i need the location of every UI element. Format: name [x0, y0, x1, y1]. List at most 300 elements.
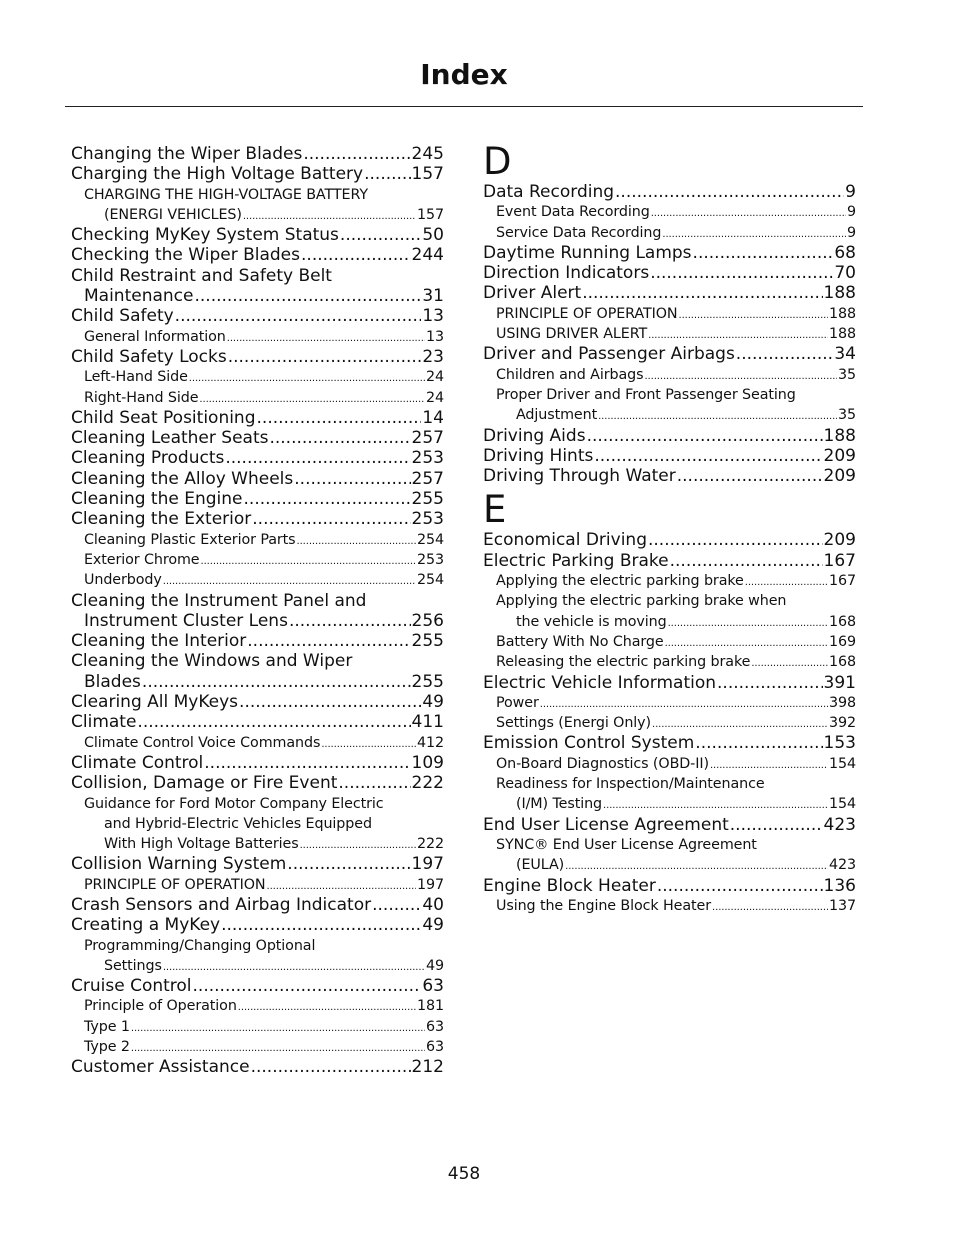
- entry-text: Climate Control: [71, 752, 204, 773]
- index-subentry: [71, 570, 444, 590]
- entry-text: Cleaning the Windows and Wiper: [71, 651, 353, 672]
- dot-leader: [736, 344, 834, 364]
- entry-text: Collision, Damage or Fire Event: [71, 773, 338, 794]
- entry-text: Electric Parking Brake: [483, 550, 669, 571]
- dot-leader: [730, 815, 823, 835]
- entry-text: Collision Warning System: [71, 854, 287, 875]
- entry-text: Applying the electric parking brake when: [496, 593, 787, 610]
- entry-text: Climate: [71, 712, 137, 733]
- page-ref: 40: [422, 894, 444, 915]
- entry-text: Left-Hand Side: [84, 369, 188, 386]
- index-entry: [483, 530, 856, 550]
- dot-leader: [321, 735, 416, 753]
- index-entry: [71, 509, 444, 529]
- index-subentry: [71, 814, 444, 834]
- index-subentry: [483, 835, 856, 855]
- entry-text: Applying the electric parking brake: [496, 573, 744, 590]
- dot-leader: [587, 426, 823, 446]
- index-entry: [71, 672, 444, 692]
- index-subentry: [71, 794, 444, 814]
- page-ref: 24: [426, 389, 444, 406]
- dot-leader: [175, 306, 422, 326]
- dot-leader: [652, 715, 828, 733]
- page-ref: 24: [426, 369, 444, 386]
- dot-leader: [338, 773, 410, 793]
- index-entry: [71, 164, 444, 184]
- dot-leader: [228, 347, 422, 367]
- entry-text: Customer Assistance: [71, 1057, 250, 1078]
- index-subentry: [71, 956, 444, 976]
- dot-leader: [297, 532, 416, 550]
- index-entry: [71, 895, 444, 915]
- index-subentry: [71, 530, 444, 550]
- entry-text: End User License Agreement: [483, 814, 729, 835]
- entry-text: Driver Alert: [483, 283, 582, 304]
- index-entry: [483, 283, 856, 303]
- page-ref: 257: [411, 468, 444, 489]
- index-subentry: [71, 936, 444, 956]
- page-ref: 70: [834, 263, 856, 284]
- index-subentry: [483, 304, 856, 324]
- page-ref: 188: [829, 326, 856, 343]
- index-subentry: [71, 550, 444, 570]
- dot-leader: [677, 466, 823, 486]
- dot-leader: [301, 245, 411, 265]
- entry-text: Driver and Passenger Airbags: [483, 344, 735, 365]
- page-ref: 50: [422, 225, 444, 246]
- page-ref: 256: [411, 610, 444, 631]
- dot-leader: [239, 692, 421, 712]
- index-subentry: [483, 405, 856, 425]
- entry-text: Instrument Cluster Lens: [84, 610, 288, 631]
- index-entry: [483, 263, 856, 283]
- index-entry: [483, 466, 856, 486]
- entry-text: (ENERGI VEHICLES): [104, 206, 242, 223]
- entry-text: PRINCIPLE OF OPERATION: [84, 876, 266, 893]
- page-ref: 157: [417, 206, 444, 223]
- entry-text: Settings (Energi Only): [496, 715, 651, 732]
- entry-text: Type 2: [84, 1039, 130, 1056]
- dot-leader: [712, 898, 828, 916]
- dot-leader: [695, 733, 822, 753]
- dot-leader: [251, 1057, 411, 1077]
- page-ref: 169: [829, 633, 856, 650]
- page-ref: 197: [411, 854, 444, 875]
- dot-leader: [266, 877, 416, 895]
- index-entry: [71, 428, 444, 448]
- entry-text: Cleaning Products: [71, 448, 225, 469]
- index-subentry: [71, 733, 444, 753]
- page-ref: 222: [411, 773, 444, 794]
- dot-leader: [204, 753, 410, 773]
- dot-leader: [244, 489, 411, 509]
- entry-text: Cleaning Leather Seats: [71, 428, 269, 449]
- dot-leader: [289, 611, 411, 631]
- dot-leader: [745, 573, 828, 591]
- index-entry: [71, 611, 444, 631]
- dot-leader: [372, 895, 421, 915]
- index-column-right: [483, 140, 856, 916]
- index-subentry: [71, 205, 444, 225]
- page-ref: 423: [823, 814, 856, 835]
- dot-leader: [650, 263, 833, 283]
- index-entry: [71, 651, 444, 671]
- dot-leader: [225, 448, 410, 468]
- index-entry: [71, 915, 444, 935]
- index-subentry: [483, 202, 856, 222]
- page-ref: 209: [823, 466, 856, 487]
- dot-leader: [710, 756, 828, 774]
- index-subentry: [483, 896, 856, 916]
- entry-text: Cleaning the Interior: [71, 631, 247, 652]
- dot-leader: [668, 614, 828, 632]
- page-ref: 154: [829, 755, 856, 772]
- dot-leader: [303, 144, 410, 164]
- index-entry: [71, 225, 444, 245]
- entry-text: Adjustment: [516, 407, 598, 424]
- dot-leader: [340, 225, 421, 245]
- index-subentry: [71, 327, 444, 347]
- entry-text: (I/M) Testing: [516, 796, 603, 813]
- page-ref: 209: [823, 530, 856, 551]
- page-number: 458: [447, 1164, 481, 1184]
- page-ref: 255: [411, 631, 444, 652]
- page-ref: 137: [829, 897, 856, 914]
- index-entry: [71, 631, 444, 651]
- dot-leader: [189, 369, 425, 387]
- index-subentry: [71, 367, 444, 387]
- dot-leader: [193, 976, 422, 996]
- entry-text: Proper Driver and Front Passenger Seating: [496, 386, 796, 403]
- entry-text: Cleaning the Alloy Wheels: [71, 468, 294, 489]
- entry-text: USING DRIVER ALERT: [496, 326, 648, 343]
- page-ref: 209: [823, 445, 856, 466]
- dot-leader: [644, 367, 837, 385]
- entry-text: Service Data Recording: [496, 224, 662, 241]
- entry-text: Children and Airbags: [496, 366, 644, 383]
- page-ref: 167: [823, 550, 856, 571]
- dot-leader: [751, 654, 828, 672]
- index-entry: [483, 551, 856, 571]
- page-ref: 68: [834, 242, 856, 263]
- page-ref: 188: [829, 305, 856, 322]
- index-subentry: [483, 571, 856, 591]
- dot-leader: [221, 915, 421, 935]
- entry-text: CHARGING THE HIGH-VOLTAGE BATTERY: [84, 186, 369, 203]
- dot-leader: [582, 283, 822, 303]
- entry-text: Crash Sensors and Airbag Indicator: [71, 894, 372, 915]
- dot-leader: [651, 204, 846, 222]
- entry-text: Climate Control Voice Commands: [84, 734, 321, 751]
- entry-text: Daytime Running Lamps: [483, 242, 692, 263]
- entry-text: Data Recording: [483, 182, 615, 202]
- dot-leader: [540, 695, 828, 713]
- entry-text: General Information: [84, 328, 226, 345]
- page-title: Index: [420, 58, 508, 91]
- index-subentry: [71, 388, 444, 408]
- page-ref: 167: [829, 573, 856, 590]
- index-entry: [71, 448, 444, 468]
- entry-text: Readiness for Inspection/Maintenance: [496, 776, 765, 793]
- dot-leader: [294, 469, 410, 489]
- index-subentry: [71, 1037, 444, 1057]
- dot-leader: [238, 998, 416, 1016]
- dot-leader: [227, 329, 425, 347]
- entry-text: Engine Block Heater: [483, 875, 656, 896]
- entry-text: Guidance for Ford Motor Company Electric: [84, 795, 384, 812]
- page-ref: 63: [426, 1018, 444, 1035]
- page-ref: 257: [411, 428, 444, 449]
- page-ref: 222: [417, 836, 444, 853]
- page-ref: 188: [823, 283, 856, 304]
- entry-text: Maintenance: [84, 286, 194, 307]
- dot-leader: [257, 408, 422, 428]
- entry-text: Battery With No Charge: [496, 633, 664, 650]
- dot-leader: [598, 407, 837, 425]
- dot-leader: [137, 712, 410, 732]
- page-ref: 49: [422, 915, 444, 936]
- entry-text: SYNC® End User License Agreement: [496, 836, 757, 853]
- entry-text: Driving Through Water: [483, 466, 676, 487]
- index-subentry: [483, 632, 856, 652]
- page-ref: 253: [417, 551, 444, 568]
- section-letter-d: D: [483, 140, 512, 183]
- index-subentry: [483, 855, 856, 875]
- index-entry: [71, 347, 444, 367]
- index-entry: [71, 489, 444, 509]
- dot-leader: [142, 672, 411, 692]
- dot-leader: [131, 1019, 425, 1037]
- entry-text: Cleaning the Instrument Panel and: [71, 590, 367, 611]
- entry-text: and Hybrid-Electric Vehicles Equipped: [104, 815, 372, 832]
- page-ref: 254: [417, 572, 444, 589]
- page-ref: 109: [411, 752, 444, 773]
- dot-leader: [243, 207, 416, 225]
- index-subentry: [71, 996, 444, 1016]
- page-ref: 136: [823, 875, 856, 896]
- page-ref: 14: [422, 407, 444, 428]
- page-ref: 255: [411, 489, 444, 510]
- index-entry: [71, 306, 444, 326]
- index-subentry: [483, 774, 856, 794]
- dot-leader: [201, 552, 417, 570]
- page-ref: 34: [834, 344, 856, 365]
- page-ref: 181: [417, 998, 444, 1015]
- dot-leader: [199, 390, 425, 408]
- entry-text: Checking MyKey System Status: [71, 225, 339, 246]
- entry-text: (EULA): [516, 857, 565, 874]
- dot-leader: [252, 509, 410, 529]
- page-ref: 255: [411, 671, 444, 692]
- index-entry: [483, 733, 856, 753]
- index-entry: [71, 266, 444, 286]
- page-ref: 23: [422, 346, 444, 367]
- entry-text: Underbody: [84, 572, 162, 589]
- entry-text: Driving Hints: [483, 445, 594, 466]
- index-subentry: [71, 1017, 444, 1037]
- index-entry: [71, 469, 444, 489]
- index-subentry: [483, 794, 856, 814]
- dot-leader: [665, 634, 828, 652]
- dot-leader: [657, 876, 823, 896]
- entry-text: Programming/Changing Optional: [84, 937, 316, 954]
- page-ref: 63: [426, 1039, 444, 1056]
- index-entry: [71, 286, 444, 306]
- dot-leader: [565, 857, 828, 875]
- index-subentry: [71, 875, 444, 895]
- index-entry: [483, 243, 856, 263]
- page-ref: 13: [422, 306, 444, 327]
- dot-leader: [163, 958, 425, 976]
- page-ref: 9: [847, 224, 856, 241]
- entry-text: Blades: [84, 671, 141, 692]
- entry-text: Releasing the electric parking brake: [496, 654, 751, 671]
- entry-text: Exterior Chrome: [84, 551, 200, 568]
- entry-text: Principle of Operation: [84, 998, 237, 1015]
- index-entry: [71, 976, 444, 996]
- entry-text: Cruise Control: [71, 976, 192, 997]
- dot-leader: [163, 572, 416, 590]
- index-subentry: [483, 223, 856, 243]
- entry-text: On-Board Diagnostics (OBD-II): [496, 755, 709, 772]
- index-subentry: [483, 385, 856, 405]
- page-ref: 412: [417, 734, 444, 751]
- page-ref: 244: [411, 245, 444, 266]
- dot-leader: [603, 796, 828, 814]
- entry-text: Charging the High Voltage Battery: [71, 164, 364, 185]
- entry-text: Event Data Recording: [496, 204, 650, 221]
- entry-text: Right-Hand Side: [84, 389, 199, 406]
- page-ref: 168: [829, 613, 856, 630]
- page-ref: 49: [426, 957, 444, 974]
- section-letter-e: E: [483, 488, 507, 532]
- index-entry: [71, 245, 444, 265]
- entry-text: Using the Engine Block Heater: [496, 897, 712, 914]
- page-ref: 168: [829, 654, 856, 671]
- page-ref: 253: [411, 448, 444, 469]
- dot-leader: [194, 286, 421, 306]
- index-subentry: [483, 324, 856, 344]
- index-subentry: [483, 652, 856, 672]
- entry-text: Checking the Wiper Blades: [71, 245, 301, 266]
- entry-text: Cleaning the Exterior: [71, 509, 252, 530]
- dot-leader: [269, 428, 410, 448]
- page-ref: 411: [411, 712, 444, 733]
- index-entry: [483, 673, 856, 693]
- dot-leader: [287, 854, 410, 874]
- entry-text: Direction Indicators: [483, 263, 650, 284]
- index-column-left: [71, 144, 444, 1078]
- index-subentry: [483, 365, 856, 385]
- dot-leader: [648, 326, 828, 344]
- index-entry: [71, 591, 444, 611]
- index-entry: [483, 446, 856, 466]
- entry-text: PRINCIPLE OF OPERATION: [496, 305, 678, 322]
- entry-text: Child Restraint and Safety Belt: [71, 265, 332, 286]
- index-entry: [71, 753, 444, 773]
- entry-text: Child Safety Locks: [71, 346, 227, 367]
- dot-leader: [247, 631, 410, 651]
- index-entry: [71, 712, 444, 732]
- index-entry: [71, 144, 444, 164]
- entry-text: Creating a MyKey: [71, 915, 221, 936]
- index-subentry: [483, 612, 856, 632]
- page-ref: 391: [823, 672, 856, 693]
- index-subentry: [483, 591, 856, 611]
- entry-text: Emission Control System: [483, 733, 695, 754]
- page-ref: 157: [411, 164, 444, 185]
- index-entry: [71, 773, 444, 793]
- entry-text: the vehicle is moving: [516, 613, 667, 630]
- index-subentry: [483, 713, 856, 733]
- index-entry: [483, 876, 856, 896]
- dot-leader: [131, 1039, 425, 1057]
- page-ref: 153: [823, 733, 856, 754]
- index-entry: [71, 854, 444, 874]
- entry-text: With High Voltage Batteries: [104, 836, 299, 853]
- entry-text: Child Safety: [71, 306, 174, 327]
- page-ref: 197: [417, 876, 444, 893]
- dot-leader: [615, 182, 844, 202]
- page-ref: 188: [823, 425, 856, 446]
- entry-text: Economical Driving: [483, 530, 647, 551]
- page-ref: 35: [838, 407, 856, 424]
- page-ref: 9: [847, 204, 856, 221]
- dot-leader: [717, 673, 823, 693]
- dot-leader: [594, 446, 822, 466]
- page-ref: 423: [829, 857, 856, 874]
- entry-text: Settings: [104, 957, 162, 974]
- entry-text: Cleaning Plastic Exterior Parts: [84, 531, 296, 548]
- entry-text: Changing the Wiper Blades: [71, 144, 303, 164]
- dot-leader: [693, 243, 834, 263]
- page-ref: 13: [426, 328, 444, 345]
- page-ref: 245: [411, 144, 444, 164]
- dot-leader: [662, 225, 846, 243]
- index-subentry: [483, 693, 856, 713]
- page-ref: 35: [838, 366, 856, 383]
- entry-text: Clearing All MyKeys: [71, 692, 239, 713]
- index-entry: [71, 1057, 444, 1077]
- dot-leader: [678, 306, 828, 324]
- dot-leader: [300, 836, 416, 854]
- page-ref: 398: [829, 694, 856, 711]
- page-ref: 49: [422, 692, 444, 713]
- dot-leader: [364, 164, 410, 184]
- dot-leader: [648, 530, 823, 550]
- index-entry: [483, 182, 856, 202]
- title-divider: [65, 106, 863, 107]
- index-entry: [483, 426, 856, 446]
- entry-text: Driving Aids: [483, 425, 586, 446]
- page-ref: 63: [422, 976, 444, 997]
- dot-leader: [670, 551, 823, 571]
- index-subentry: [483, 754, 856, 774]
- page-ref: 212: [411, 1057, 444, 1078]
- entry-text: Cleaning the Engine: [71, 489, 243, 510]
- index-entry: [483, 815, 856, 835]
- entry-text: Type 1: [84, 1018, 130, 1035]
- index-subentry: [71, 185, 444, 205]
- index-entry: [71, 692, 444, 712]
- page-ref: 154: [829, 796, 856, 813]
- entry-text: Child Seat Positioning: [71, 407, 256, 428]
- entry-text: Electric Vehicle Information: [483, 672, 717, 693]
- page-ref: 254: [417, 531, 444, 548]
- page-ref: 253: [411, 509, 444, 530]
- page-ref: 31: [422, 286, 444, 307]
- entry-text: Power: [496, 694, 539, 711]
